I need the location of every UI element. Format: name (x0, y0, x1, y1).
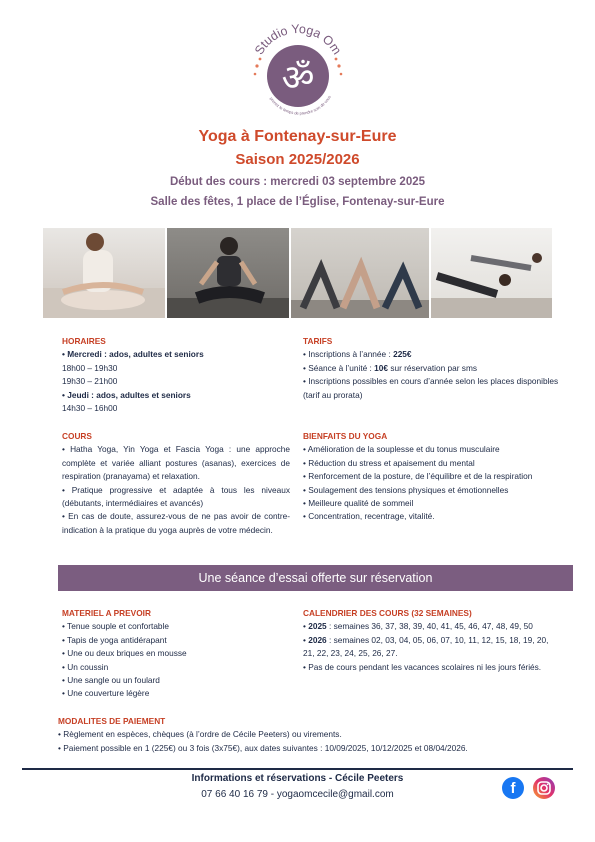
list-item: • Une couverture légère (62, 688, 150, 699)
logo-tagline: prenez le temps de prendre soin de vous (268, 94, 332, 116)
list-item: • Une sangle ou un foulard (62, 675, 160, 686)
list-item: • Amélioration de la souplesse et du tonus musculaire (303, 444, 500, 455)
paiement-line: • Règlement en espèces, chèques (à l’ordre de Cécile Peeters) ou virements. (58, 729, 342, 740)
page-title: Yoga à Fontenay-sur-Eure (198, 128, 397, 145)
footer-contact[interactable]: 07 66 40 16 79 - yogaomcecile@gmail.com (201, 789, 394, 800)
cours-paragraph: • En cas de doute, assurez-vous de ne pas avoir de contre-indication à la pratique du yoga auprès de votre médecin. (62, 511, 290, 535)
calendrier-2025: • 2025 : semaines 36, 37, 38, 39, 40, 41, 45, 46, 47, 48, 49, 50 (303, 621, 533, 632)
list-item: • Concentration, recentrage, vitalité. (303, 511, 435, 522)
list-item: • Un coussin (62, 661, 109, 672)
bienfaits-section (303, 430, 561, 524)
horaires-section (62, 335, 290, 415)
list-item: • Tenue souple et confortable (62, 621, 170, 632)
bienfaits-heading: BIENFAITS DU YOGA (303, 431, 388, 441)
tarif-annual: • Inscriptions à l’année : 225€ (303, 349, 412, 360)
paiement-line: • Paiement possible en 1 (225€) ou 3 fois (3x75€), aux dates suivantes : 10/09/2025, 10/12/2025 et 08/04/2026. (58, 742, 468, 753)
list-item: • Une ou deux briques en mousse (62, 648, 187, 659)
horaires-jeudi: • Jeudi : ados, adultes et seniors (62, 389, 191, 400)
photo-plank-group (431, 228, 552, 318)
venue-address: Salle des fêtes, 1 place de l’Église, Fontenay-sur-Eure (150, 196, 445, 208)
calendrier-section (303, 607, 561, 674)
tarif-single: • Séance à l’unité : 10€ sur réservation par sms (303, 362, 478, 373)
instagram-icon[interactable] (533, 777, 555, 799)
horaires-slot: 18h00 – 19h30 (62, 362, 118, 373)
trial-offer-banner: Une séance d’essai offerte sur réservation (58, 565, 573, 591)
logo-arc-text: Studio Yoga Om (251, 21, 345, 58)
studio-yoga-om-logo (243, 16, 353, 126)
list-item: • Tapis de yoga antidérapant (62, 634, 167, 645)
cours-paragraph: • Hatha Yoga, Yin Yoga et Fascia Yoga : une approche complète et variée alliant postures (asanas), exercices de respiration (pranayama) et relaxation. (62, 444, 290, 482)
photo-meditation (43, 228, 165, 318)
horaires-heading: HORAIRES (62, 336, 106, 346)
horaires-mercredi: • Mercredi : ados, adultes et seniors (62, 349, 204, 360)
tarifs-heading: TARIFS (303, 336, 333, 346)
list-item: • Renforcement de la posture, de l’équilibre et de la respiration (303, 471, 533, 482)
paiement-heading: MODALITES DE PAIEMENT (58, 716, 166, 726)
materiel-heading: MATERIEL A PREVOIR (62, 608, 151, 618)
list-item: • Réduction du stress et apaisement du mental (303, 457, 475, 468)
start-date: Début des cours : mercredi 03 septembre 2025 (169, 176, 426, 188)
om-symbol: ॐ (281, 58, 315, 99)
calendrier-heading: CALENDRIER DES COURS (32 SEMAINES) (303, 608, 472, 618)
calendrier-2026: • 2026 : semaines 02, 03, 04, 05, 06, 07, 10, 11, 12, 15, 18, 19, 20, 21, 22, 23, 24, 25, 26, 27. (303, 634, 549, 659)
list-item: • Meilleure qualité de sommeil (303, 498, 414, 509)
horaires-slot: 19h30 – 21h00 (62, 376, 118, 387)
cours-heading: COURS (62, 431, 92, 441)
calendrier-note: • Pas de cours pendant les vacances scolaires ni les jours fériés. (303, 661, 542, 672)
list-item: • Soulagement des tensions physiques et émotionnelles (303, 484, 509, 495)
facebook-icon[interactable]: f (502, 777, 524, 799)
horaires-slot: 14h30 – 16h00 (62, 403, 118, 414)
paiement-section (58, 715, 578, 755)
photo-seated-stretch (167, 228, 289, 318)
tarif-note: • Inscriptions possibles en cours d’année selon les places disponibles (tarif au prorata) (303, 376, 559, 400)
tarifs-section (303, 335, 561, 402)
footer-title: Informations et réservations - Cécile Peeters (191, 773, 404, 784)
season-title: Saison 2025/2026 (235, 151, 360, 168)
footer-divider (22, 768, 573, 770)
photo-downward-dog-group (291, 228, 429, 318)
cours-paragraph: • Pratique progressive et adaptée à tous les niveaux (débutants, intermédiaires et avancés) (62, 484, 290, 509)
cours-section (62, 430, 290, 537)
materiel-section (62, 607, 290, 701)
